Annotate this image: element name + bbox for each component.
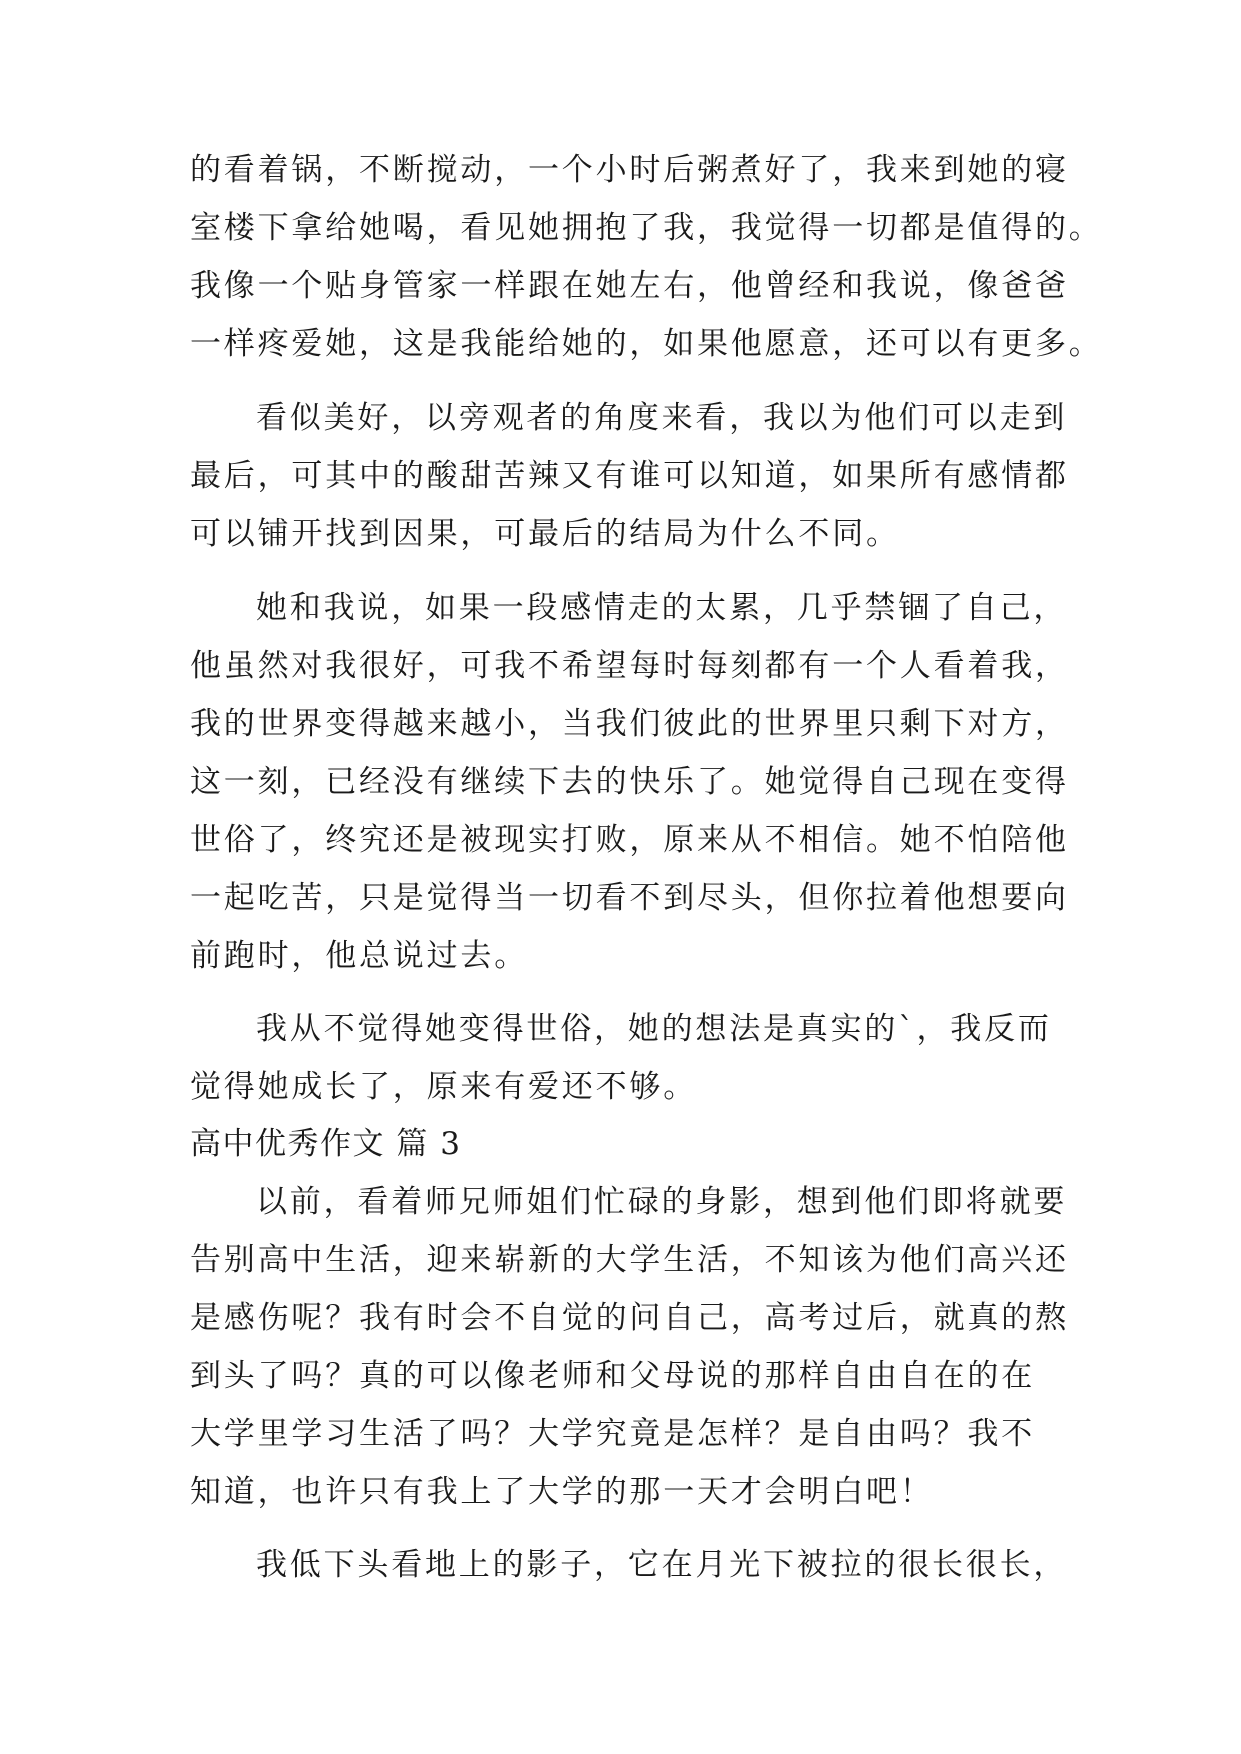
text-line: 前跑时，他总说过去。 bbox=[190, 938, 528, 974]
paragraph-first-line: 看似美好，以旁观者的角度来看，我以为他们可以走到 bbox=[256, 400, 1068, 436]
text-line: 知道，也许只有我上了大学的那一天才会明白吧！ bbox=[190, 1474, 934, 1510]
text-line: 大学里学习生活了吗？大学究竟是怎样？是自由吗？我不 bbox=[190, 1416, 1035, 1452]
text-line: 觉得她成长了，原来有爱还不够。 bbox=[190, 1069, 697, 1105]
text-line: 他虽然对我很好，可我不希望每时每刻都有一个人看着我， bbox=[190, 648, 1069, 684]
paragraph-first-line: 我从不觉得她变得世俗，她的想法是真实的`，我反而 bbox=[256, 1011, 1052, 1047]
text-line: 是感伤呢？我有时会不自觉的问自己，高考过后，就真的熬 bbox=[190, 1300, 1069, 1336]
text-line: 一样疼爱她，这是我能给她的，如果他愿意，还可以有更多。 bbox=[190, 326, 1103, 362]
text-line: 世俗了，终究还是被现实打败，原来从不相信。她不怕陪他 bbox=[190, 822, 1069, 858]
paragraph-first-line: 以前，看着师兄师姐们忙碌的身影，想到他们即将就要 bbox=[256, 1184, 1068, 1220]
text-line: 到头了吗？真的可以像老师和父母说的那样自由自在的在 bbox=[190, 1358, 1035, 1394]
text-line: 的看着锅，不断搅动，一个小时后粥煮好了，我来到她的寝 bbox=[190, 152, 1069, 188]
section-heading: 高中优秀作文 篇 3 bbox=[190, 1126, 462, 1162]
text-line: 告别高中生活，迎来崭新的大学生活，不知该为他们高兴还 bbox=[190, 1242, 1069, 1278]
text-line: 我的世界变得越来越小，当我们彼此的世界里只剩下对方， bbox=[190, 706, 1069, 742]
text-line: 室楼下拿给她喝，看见她拥抱了我，我觉得一切都是值得的。 bbox=[190, 210, 1103, 246]
text-line: 这一刻，已经没有继续下去的快乐了。她觉得自己现在变得 bbox=[190, 764, 1069, 800]
text-line: 可以铺开找到因果，可最后的结局为什么不同。 bbox=[190, 516, 900, 552]
text-line: 最后，可其中的酸甜苦辣又有谁可以知道，如果所有感情都 bbox=[190, 458, 1069, 494]
text-line: 一起吃苦，只是觉得当一切看不到尽头，但你拉着他想要向 bbox=[190, 880, 1069, 916]
text-line: 我像一个贴身管家一样跟在她左右，他曾经和我说，像爸爸 bbox=[190, 268, 1069, 304]
paragraph-first-line: 她和我说，如果一段感情走的太累，几乎禁锢了自己， bbox=[256, 590, 1068, 626]
paragraph-first-line: 我低下头看地上的影子，它在月光下被拉的很长很长， bbox=[256, 1547, 1068, 1583]
